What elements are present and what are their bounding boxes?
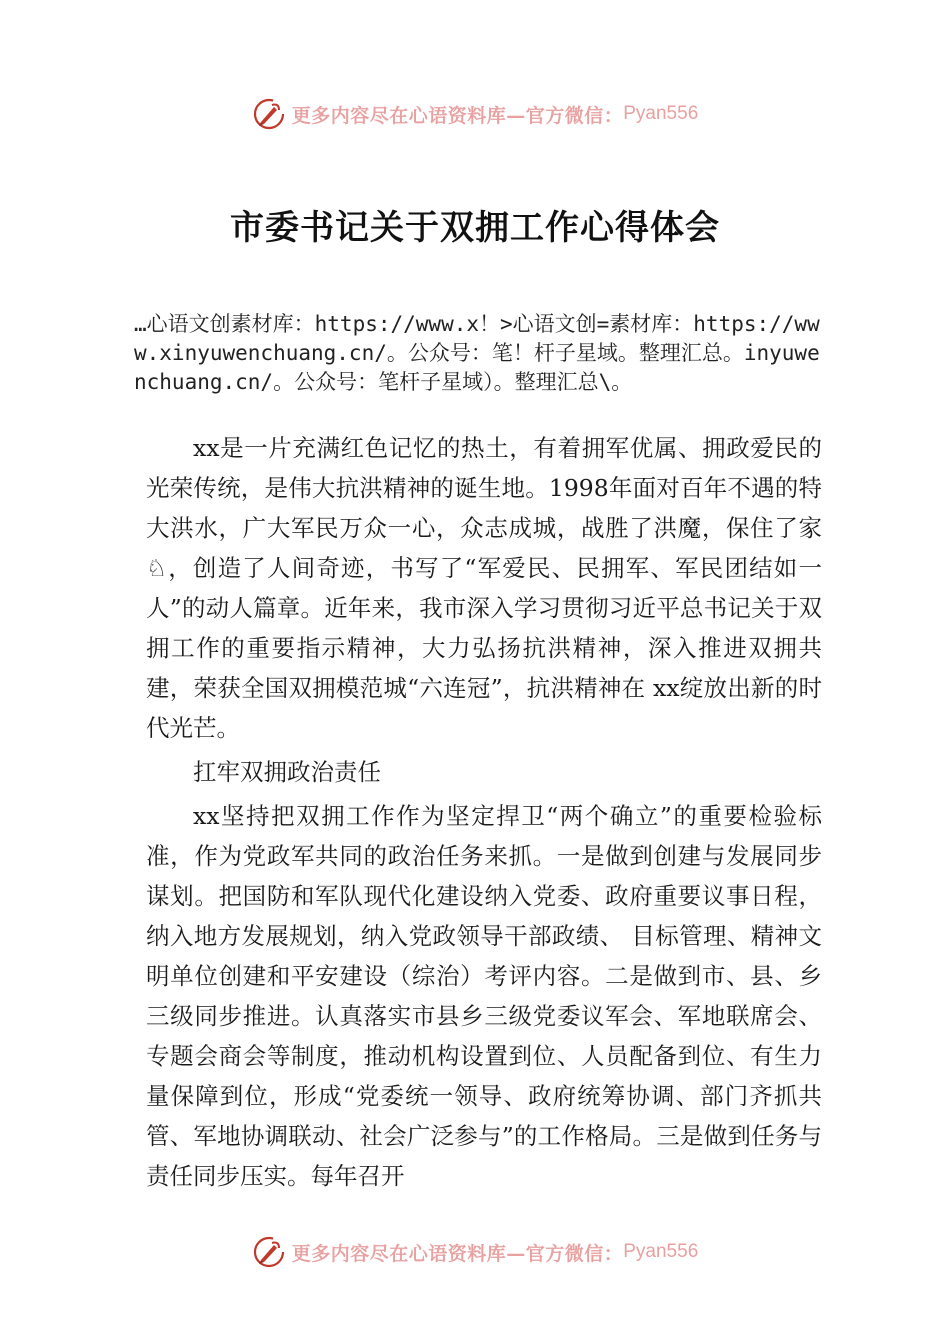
source-note: …心语文创素材库：https://www.x！>心语文创=素材库：https://www.xinyuwenchuang.cn/。公众号：笔！杆子星域。整理汇总。inyuwenchuang.cn/。公众号：笔杆子星域）。整理汇总\。 — [134, 312, 820, 394]
intro-paragraph: xx是一片充满红色记忆的热土，有着拥军优属、拥政爱民的光荣传统，是伟大抗洪精神的诞生地。1998年面对百年不遇的特大洪水，广大军民万众一心，众志成城，战胜了洪魔，保住了家♘，创造了人间奇迹，书写了“军爱民、民拥军、军民团结如一人”的动人篇章。近年来，我市深入学习贯彻习近平总书记关于双拥工作的重要指示精神，大力弘扬抗洪精神，深入推进双拥共建，荣获全国双拥模范城“六连冠”，抗洪精神在 xx绽放出新的时代光芒。 — [146, 434, 822, 742]
section-heading: 扛牢双拥政治责任 — [193, 758, 381, 786]
document-title: 市委书记关于双拥工作心得体会 — [230, 208, 720, 248]
banner-text: 更多内容尽在心语资料库—官方微信： — [291, 1242, 624, 1265]
banner-wechat-id: Pyan556 — [623, 1241, 699, 1262]
banner-wechat-id: Pyan556 — [623, 103, 699, 124]
header-banner — [0, 94, 950, 134]
document-body — [146, 428, 822, 1200]
pen-logo-icon — [252, 1235, 286, 1269]
footer-banner — [0, 1232, 950, 1272]
banner-text: 更多内容尽在心语资料库—官方微信： — [291, 104, 624, 127]
pen-logo-icon — [252, 97, 286, 131]
section-paragraph: xx坚持把双拥工作作为坚定捍卫“两个确立”的重要检验标准，作为党政军共同的政治任务来抓。一是做到创建与发展同步谋划。把国防和军队现代化建设纳入党委、政府重要议事日程，纳入地方发展规划，纳入党政领导干部政绩、 目标管理、精神文明单位创建和平安建设（综治）考评内容。二是做到市、县、乡三级同步推进。认真落实市县乡三级党委议军会、军地联席会、专题会商会等制度，推动机构设置到位、人员配备到位、有生力量保障到位，形成“党委统一领导、政府统筹协调、部门齐抓共管、军地协调联动、社会广泛参与”的工作格局。三是做到任务与责任同步压实。每年召开 — [146, 802, 822, 1190]
